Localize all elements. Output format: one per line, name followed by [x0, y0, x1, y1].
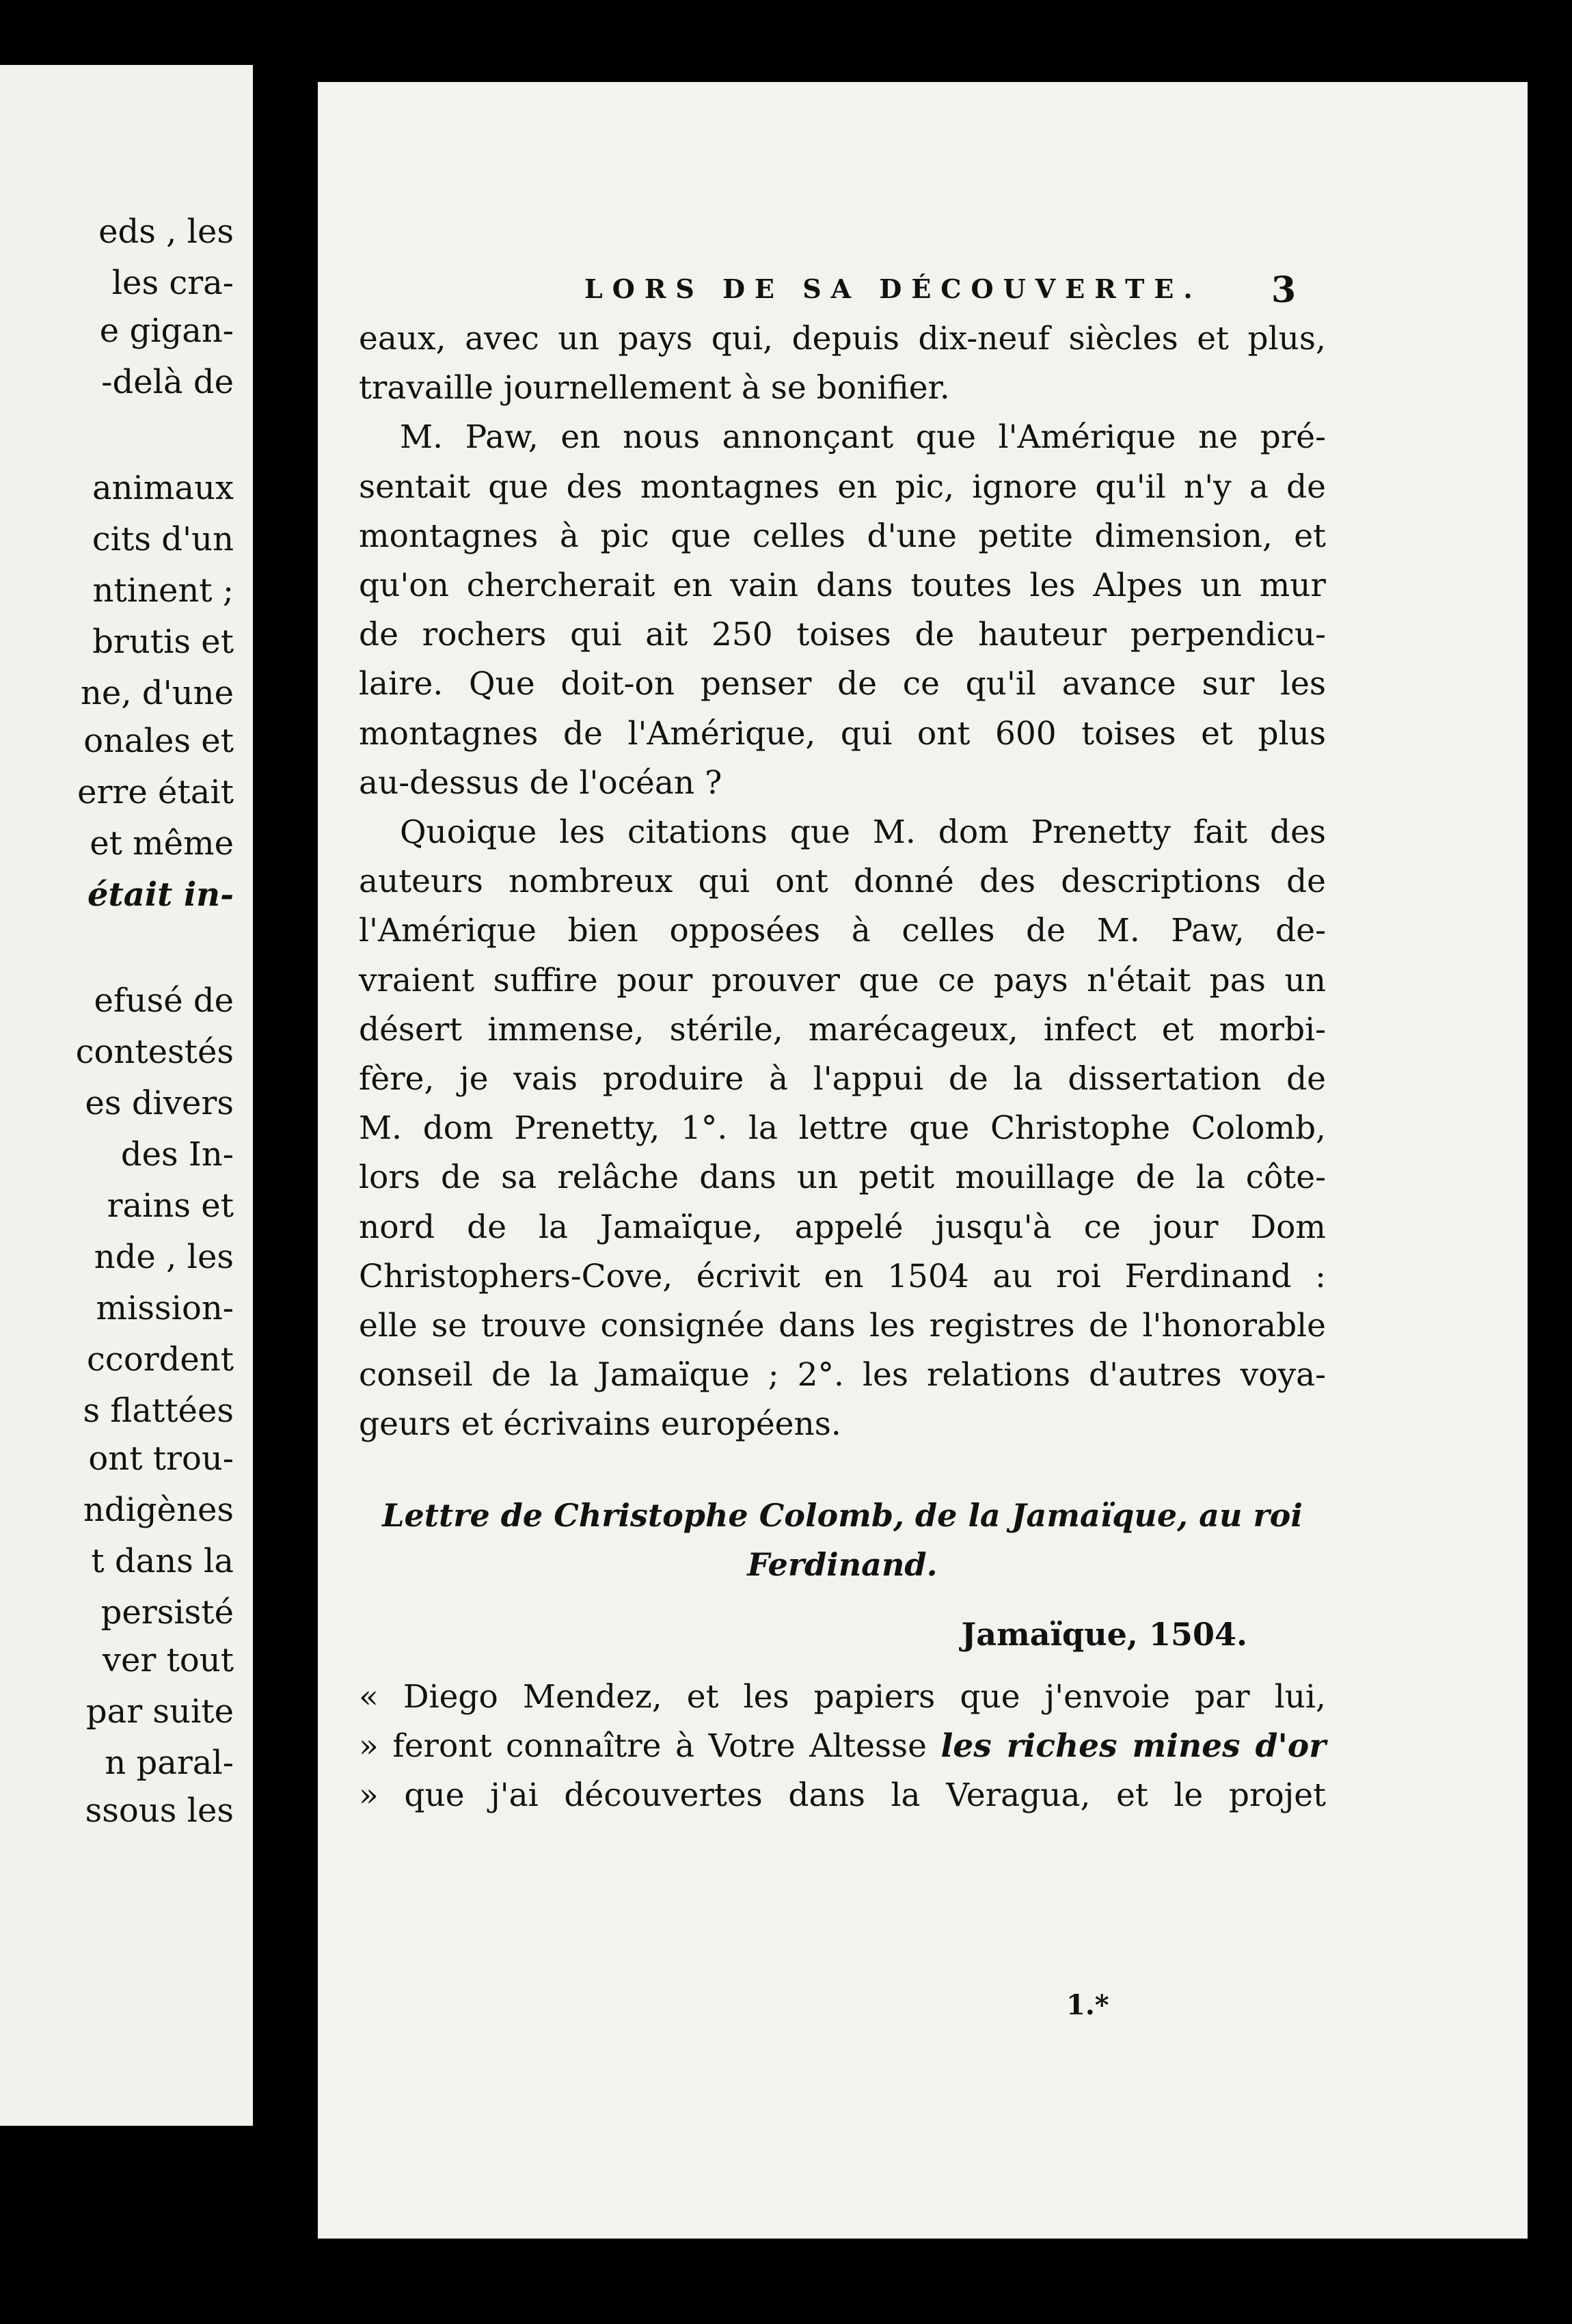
left-page-line: ndigènes	[83, 1491, 234, 1529]
running-head	[318, 269, 1528, 314]
left-page-line: e gigan-	[99, 312, 234, 350]
left-page-line: es divers	[85, 1084, 234, 1122]
text-line: conseil de la Jamaïque ; 2°. les relations d'autres voya-	[359, 1356, 1326, 1394]
text-line: auteurs nombreux qui ont donné des descriptions de	[359, 863, 1326, 901]
left-page-line: -delà de	[101, 363, 234, 401]
signature-mark: 1.*	[1066, 1989, 1109, 2021]
text-line: lors de sa relâche dans un petit mouillage de la côte-	[359, 1159, 1326, 1197]
paragraph-2	[359, 413, 1326, 808]
quote-line: « Diego Mendez, et les papiers que j'envoie par lui,	[359, 1677, 1326, 1716]
left-page-line: nde , les	[94, 1238, 234, 1276]
left-page-line: onales et	[83, 722, 234, 760]
text-line: fère, je vais produire à l'appui de la dissertation de	[359, 1060, 1326, 1098]
quote-line	[359, 1722, 1326, 1771]
paragraph-3	[359, 808, 1326, 1450]
left-page-line: brutis et	[92, 623, 234, 661]
left-page-line: des In-	[120, 1135, 234, 1174]
text-line: M. dom Prenetty, 1°. la lettre que Christophe Colomb,	[359, 1109, 1326, 1148]
book-gutter	[253, 65, 321, 2198]
left-page-fragment	[0, 65, 253, 2126]
left-page-line: n paral-	[105, 1744, 234, 1782]
letter-quote	[359, 1673, 1326, 1821]
quote-emphasis: les riches mines d'or	[940, 1727, 1327, 1765]
letter-caption: Lettre de Christophe Colomb, de la Jamaïque, au roi	[382, 1496, 1303, 1534]
left-page-line: s flattées	[83, 1392, 234, 1430]
text-line: l'Amérique bien opposées à celles de M. Paw, de-	[359, 912, 1326, 950]
page-number: 3	[1271, 269, 1297, 311]
text-line: sentait que des montagnes en pic, ignore qu'il n'y a de	[359, 468, 1326, 506]
text-line: de rochers qui ait 250 toises de hauteur perpendicu-	[359, 616, 1326, 654]
text-line: Quoique les citations que M. dom Prenetty fait des	[400, 813, 1326, 852]
text-line: au-dessus de l'océan ?	[359, 764, 722, 802]
quote-text: » feront connaître à Votre Altesse	[359, 1727, 941, 1765]
left-page-line: efusé de	[94, 982, 234, 1020]
text-line: montagnes de l'Amérique, qui ont 600 toises et plus	[359, 714, 1326, 753]
left-page-line: ne, d'une	[81, 674, 234, 712]
text-line: laire. Que doit-on penser de ce qu'il avance sur les	[359, 665, 1326, 703]
left-page-line: ccordent	[87, 1340, 234, 1379]
running-head-title: LORS DE SA DÉCOUVERTE.	[584, 273, 1202, 304]
text-line: Christophers-Cove, écrivit en 1504 au roi Ferdinand :	[359, 1257, 1326, 1295]
left-page-line: animaux	[92, 469, 234, 507]
paragraph-1	[359, 314, 1326, 413]
body-text	[359, 314, 1326, 1820]
left-page-line: t dans la	[91, 1542, 234, 1580]
left-page-line: erre était	[77, 773, 234, 811]
text-line: M. Paw, en nous annonçant que l'Amérique ne pré-	[400, 418, 1326, 457]
left-page-line: et même	[90, 824, 234, 863]
left-page-line: les cra-	[111, 264, 234, 302]
main-page	[318, 82, 1528, 2239]
quote-line: » que j'ai découvertes dans la Veragua, et le projet	[359, 1776, 1326, 1815]
letter-dateline: Jamaïque, 1504.	[961, 1615, 1247, 1653]
left-page-line: mission-	[96, 1289, 234, 1327]
left-page-line: persisté	[100, 1593, 234, 1632]
left-page-line: contestés	[75, 1033, 234, 1071]
left-page-line: eds , les	[98, 213, 234, 251]
left-page-line: ont trou-	[88, 1440, 234, 1478]
left-page-line: ver tout	[102, 1641, 234, 1679]
left-page-line: par suite	[85, 1692, 234, 1731]
text-line: nord de la Jamaïque, appelé jusqu'à ce jour Dom	[359, 1208, 1326, 1246]
left-page-line: cits d'un	[92, 520, 234, 558]
text-line: elle se trouve consignée dans les registres de l'honorable	[359, 1307, 1326, 1345]
text-line: qu'on chercherait en vain dans toutes les Alpes un mur	[359, 567, 1326, 605]
text-line: eaux, avec un pays qui, depuis dix-neuf siècles et plus,	[359, 320, 1326, 357]
letter-caption-continued: Ferdinand.	[747, 1545, 938, 1583]
left-page-line: rains et	[107, 1187, 234, 1225]
text-line: vraient suffire pour prouver que ce pays n'était pas un	[359, 961, 1326, 999]
left-page-line: ssous les	[85, 1792, 234, 1830]
left-page-line: était in-	[87, 876, 234, 914]
text-line: désert immense, stérile, marécageux, infect et morbi-	[359, 1010, 1326, 1049]
text-line: montagnes à pic que celles d'une petite dimension, et	[359, 517, 1326, 555]
left-page-line: ntinent ;	[92, 571, 234, 610]
text-line: travaille journellement à se bonifier.	[359, 369, 950, 407]
text-line: geurs et écrivains européens.	[359, 1405, 841, 1444]
